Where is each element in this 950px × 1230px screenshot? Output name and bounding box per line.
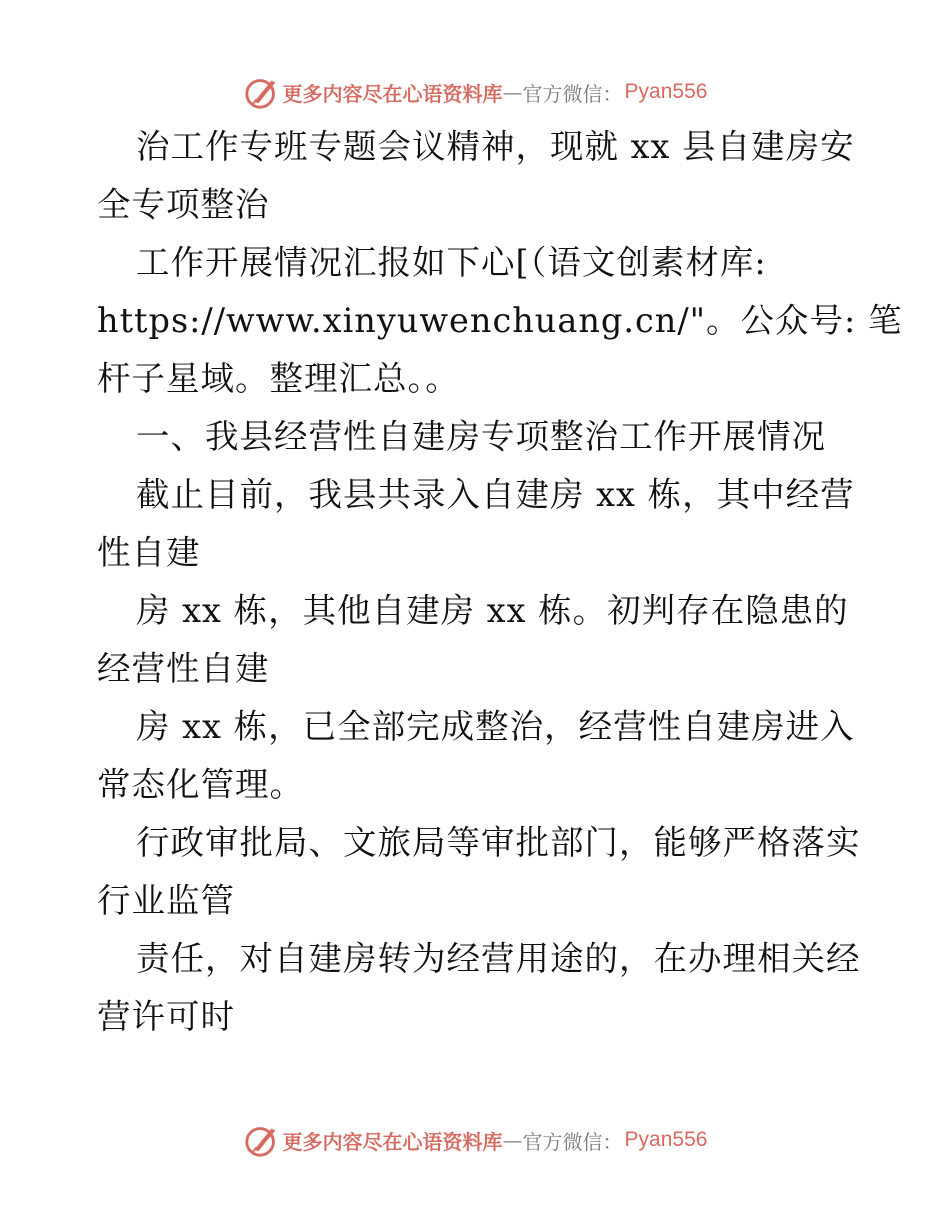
text-line: 工作开展情况汇报如下心[（语文创素材库: [136, 243, 767, 282]
text-line: 杆子星域。整理汇总。。 [97, 359, 460, 398]
watermark-wechat-label: 官方微信： [522, 81, 623, 106]
text-line: 营许可时 [97, 997, 235, 1036]
header-watermark [0, 70, 950, 114]
text-line: 治工作专班专题会议精神，现就 xx 县自建房安 [136, 127, 855, 166]
watermark-dash: — [502, 1128, 523, 1152]
quill-pen-logo-icon [243, 1121, 281, 1159]
watermark-wechat-label: 官方微信： [522, 1129, 623, 1154]
text-line-url: https://www.xinyuwenchuang.cn/"。公众号: 笔 [97, 301, 903, 340]
footer-watermark [0, 1118, 950, 1162]
watermark-dash: — [502, 80, 523, 104]
document-body [97, 118, 903, 1046]
text-line: 行政审批局、文旅局等审批部门，能够严格落实 [136, 823, 861, 862]
watermark-text: 更多内容尽在心语资料库 [282, 1129, 503, 1154]
text-line: 责任，对自建房转为经营用途的，在办理相关经 [136, 939, 861, 978]
text-line: 截止目前，我县共录入自建房 xx 栋，其中经营 [136, 475, 855, 514]
quill-pen-logo-icon [243, 73, 281, 111]
text-line: 常态化管理。 [97, 765, 304, 804]
watermark-account: Pyan556 [624, 80, 708, 103]
text-line: 全专项整治 [97, 185, 270, 224]
watermark-account: Pyan556 [624, 1128, 708, 1151]
section-heading: 一、我县经营性自建房专项整治工作开展情况 [136, 417, 826, 456]
text-line: 房 xx 栋，已全部完成整治，经营性自建房进入 [136, 707, 855, 746]
text-line: 性自建 [97, 533, 201, 572]
text-line: 房 xx 栋，其他自建房 xx 栋。初判存在隐患的 [136, 591, 849, 630]
watermark-text: 更多内容尽在心语资料库 [282, 81, 503, 106]
text-line: 经营性自建 [97, 649, 270, 688]
text-line: 行业监管 [97, 881, 235, 920]
